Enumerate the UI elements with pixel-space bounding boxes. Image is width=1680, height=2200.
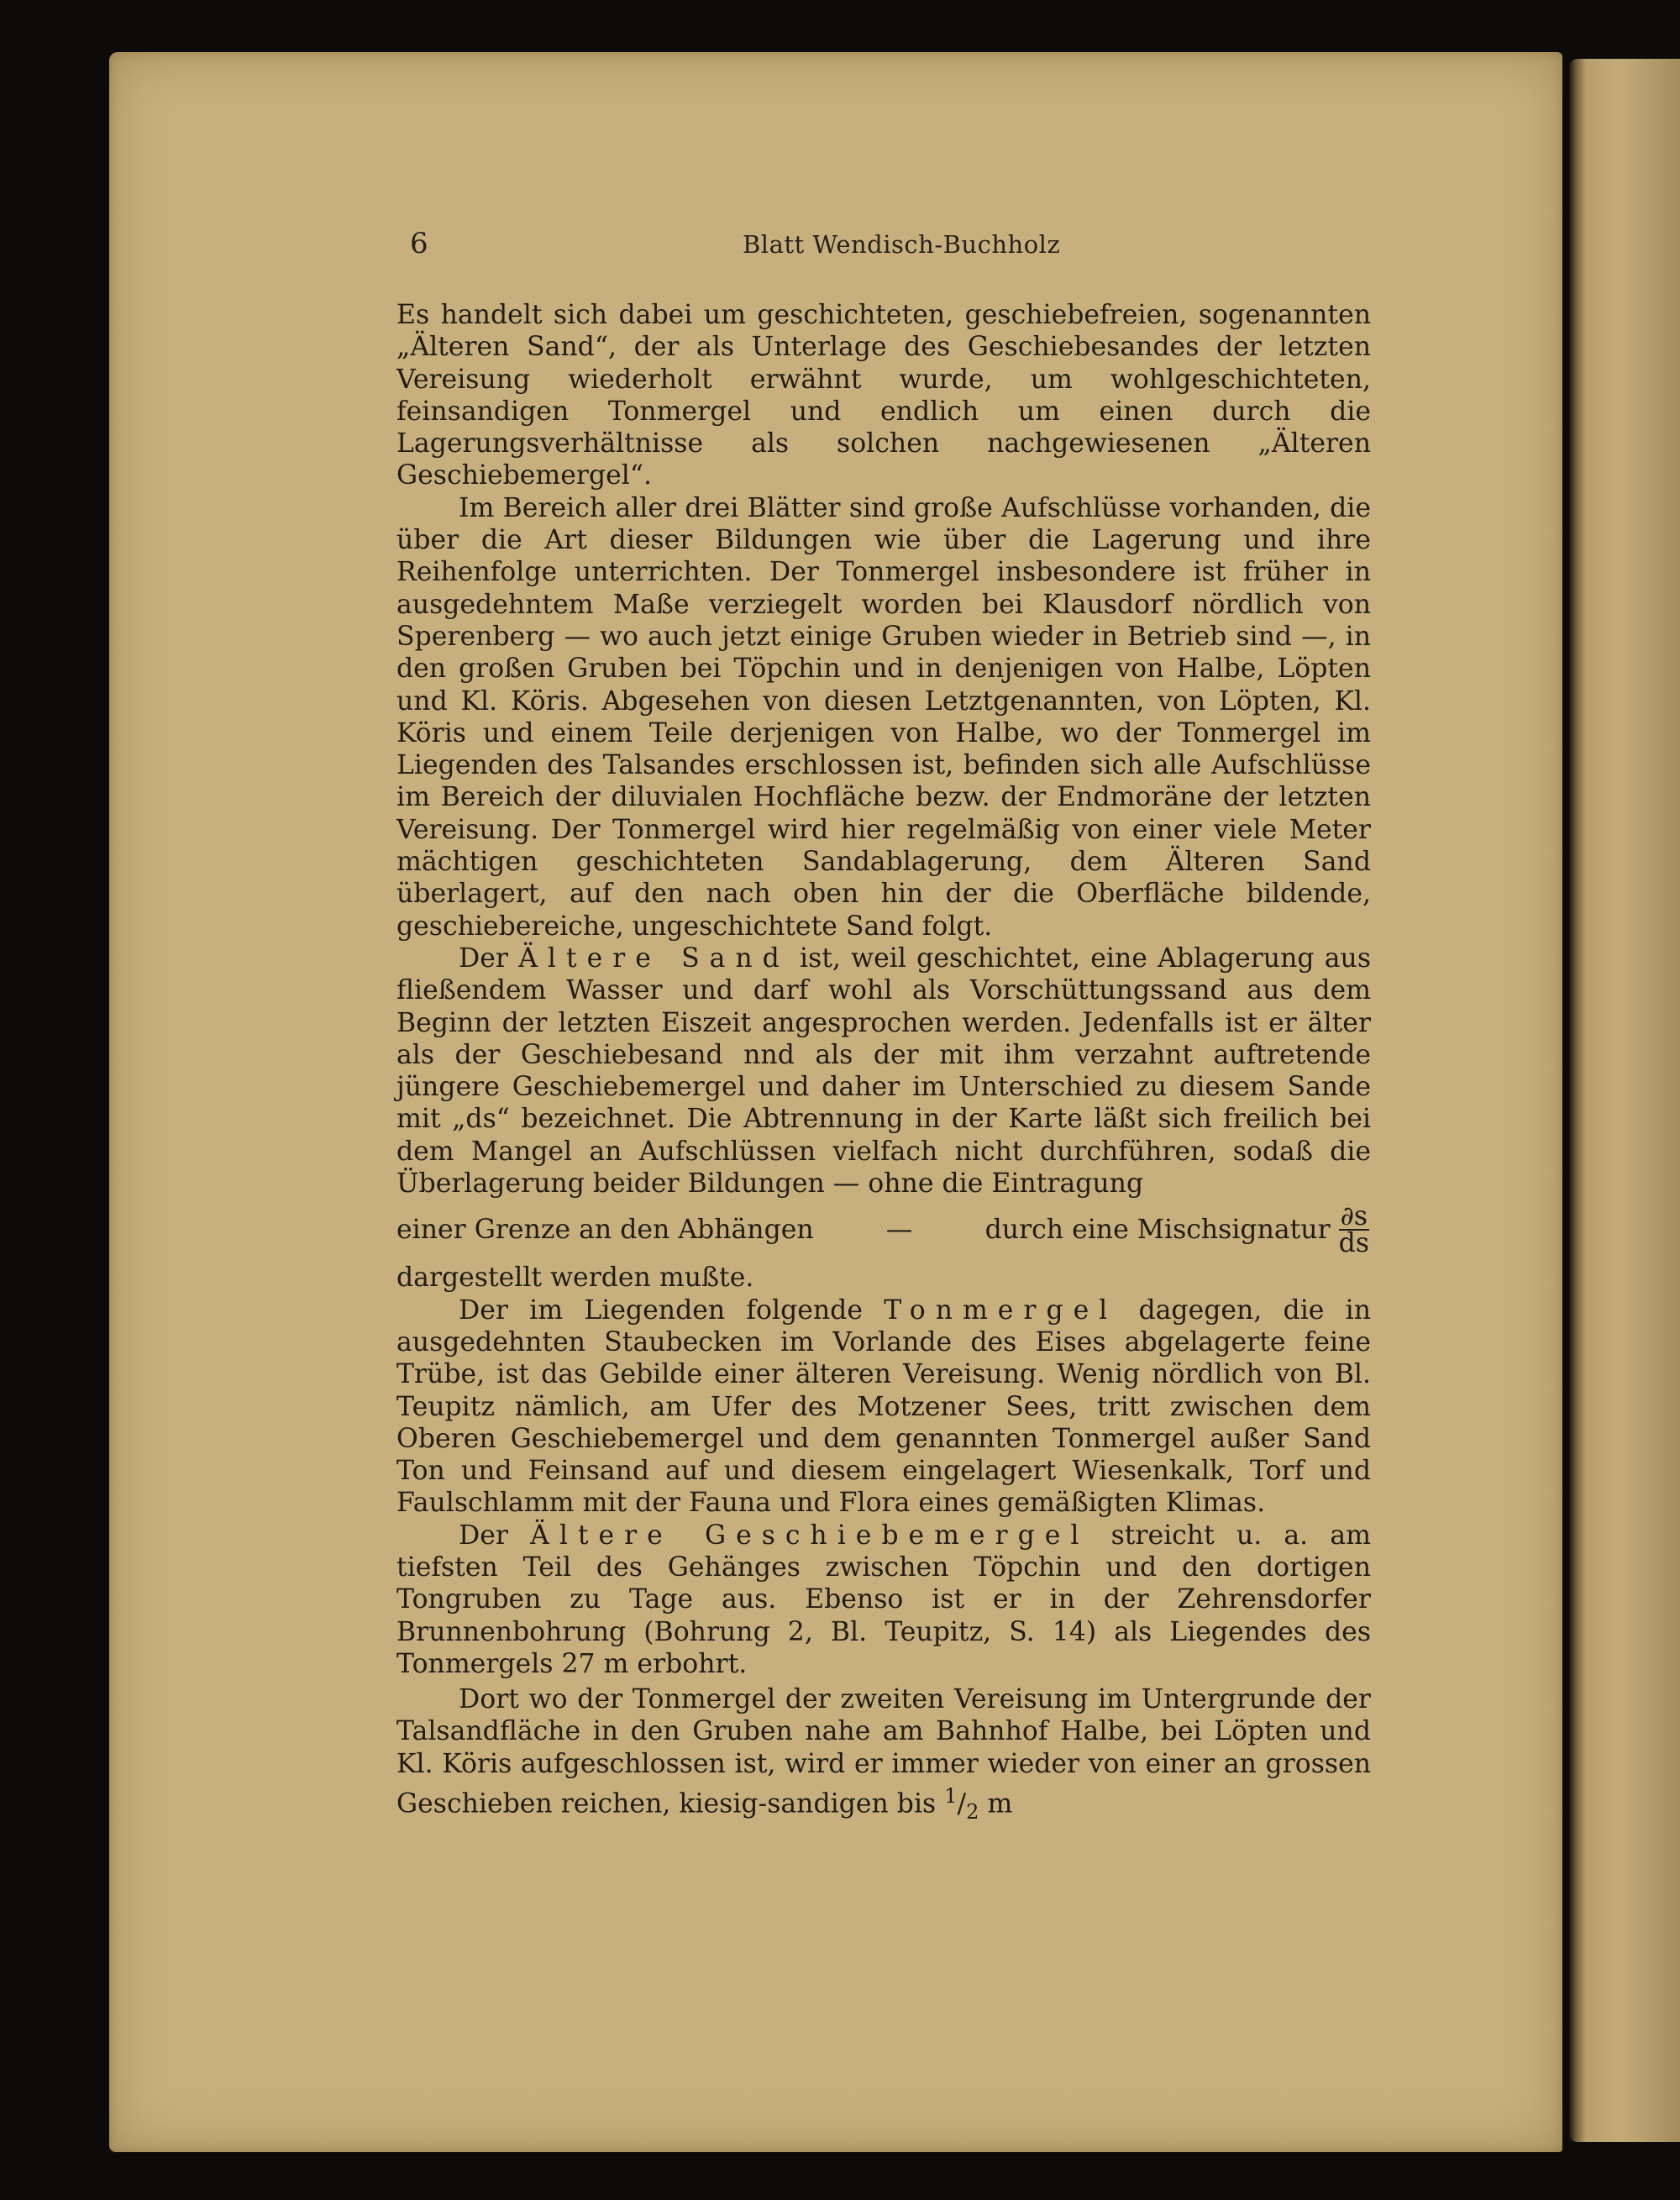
formula-text-b: durch eine Mischsignatur [984,1215,1331,1246]
mischsignatur-fraction [1337,1201,1371,1259]
fraction-denominator: ds [1338,1228,1369,1259]
paragraph-4 [396,1294,1371,1520]
formula-dash: — [885,1215,913,1246]
paragraph-2: Im Bereich aller drei Blätter sind große Aufschlüsse vorhanden, die über die Art dieser Bildungen wie über die Lagerung und ihre Reihenfolge unterrichten. Der Tonmergel insbesondere ist früher in ausgedehntem Maße verziegelt worden bei Klausdorf nördlich von Sperenberg — wo auch jetzt einige Gruben wieder in Betrieb sind —, in den großen Gruben bei Töpchin und in denjenigen von Halbe, Löpten und Kl. Köris. Abgesehen von diesen Letztgenannten, von Löpten, Kl. Köris und einem Teile derjenigen von Halbe, wo der Tonmergel im Liegenden des Talsandes erschlossen ist, befinden sich alle Aufschlüsse im Bereich der diluvialen Hochfläche bezw. der Endmoräne der letzten Vereisung. Der Tonmergel wird hier regelmäßig von einer viele Meter mächtigen geschichteten Sandablagerung, dem Älteren Sand überlagert, auf den nach oben hin der die Oberfläche bildende, geschiebereiche, ungeschichtete Sand folgt. [396,492,1371,942]
half-denominator: 2 [966,1799,979,1824]
page-header [410,227,1368,269]
p3-text: ist, weil geschichtet, eine Ablagerung aus fließendem Wasser und darf wohl als Vorschüttungssand aus dem Beginn der letzten Eiszeit angesprochen werden. Jedenfalls ist er älter als der Geschiebesand nnd als der mit ihm verzahnt auftretende jüngere Geschiebemergel und daher im Unterschied zu diesem Sande mit „ds“ bezeichnet. Die Abtrennung in der Karte läßt sich freilich bei dem Mangel an Aufschlüssen vielfach nicht durchführen, sodaß die Überlagerung beider Bildungen — ohne die Eintragung [396,942,1372,1200]
p4-lead: Der im Liegenden folgende [459,1294,863,1326]
term-aelterer-sand: Ältere Sand [518,942,790,974]
paragraph-5 [396,1520,1371,1680]
running-title: Blatt Wendisch-Buchholz [743,230,1061,259]
p3-lead: Der [459,942,508,974]
paragraph-1: Es handelt sich dabei um geschichteten, geschiebefreien, sogenannten „Älteren Sand“, der als Unterlage des Geschiebesandes der letzten Vereisung wiederholt erwähnt wurde, um wohlgeschichteten, feinsandigen Tonmergel und endlich um einen durch die Lagerungsverhältnisse als solchen nachgewiesenen „Älteren Geschiebemergel“. [396,300,1371,491]
p5-lead: Der [459,1520,508,1551]
p6-text: Dort wo der Tonmergel der zweiten Vereisung im Untergrunde der Talsandfläche in den Gruben nahe am Bahnhof Halbe, bei Löpten und Kl. Köris aufgeschlossen ist, wird er immer wieder von einer an grossen Geschieben reichen, kiesig-sandigen bis [396,1684,1371,1819]
body-text [396,299,1371,1828]
term-tonmergel: Tonmergel [884,1294,1118,1326]
term-aelterer-geschiebemergel: Ältere Geschiebemergel [530,1520,1089,1551]
paragraph-3-end: dargestellt werden mußte. [396,1263,754,1294]
adjacent-page-edge [1569,59,1680,2142]
p4-text: dagegen, die in ausgedehnten Staubecken im Vorlande des Eises abgelagerte feine Trübe, ist das Gebilde einer älteren Vereisung. Wenig nördlich von Bl. Teupitz nämlich, am Ufer des Motzener Sees, tritt zwischen dem Oberen Geschiebemergel und dem genannten Tonmergel außer Sand Ton und Feinsand auf und diesem eingelagert Wiesenkalk, Torf und Faulschlamm mit der Fauna und Flora eines gemäßigten Klimas. [396,1294,1372,1519]
p6-unit: m [987,1788,1013,1819]
formula-line [396,1198,1371,1262]
paragraph-6: Dort wo der Tonmergel der zweiten Vereisung im Untergrunde der Talsandfläche in den Gruben nahe am Bahnhof Halbe, bei Löpten und Kl. Köris aufgeschlossen ist, wird er immer wieder von einer an grossen Geschieben reichen, kiesig-sandigen bis $^1/_2$ m [396,1684,1371,1824]
half-numerator: 1 [944,1784,958,1809]
p5-text: streicht u. a. am tiefsten Teil des Gehänges zwischen Töpchin und den dortigen Tongruben zu Tage aus. Ebenso ist er in der Zehrensdorfer Brunnenbohrung (Bohrung 2, Bl. Teupitz, S. 14) als Liegendes des Tonmergels 27 m erbohrt. [396,1520,1372,1679]
fraction-numerator: ∂s [1340,1201,1368,1232]
paragraph-3 [396,942,1371,1200]
formula-text-a: einer Grenze an den Abhängen [396,1215,814,1246]
page-number: 6 [410,227,428,260]
